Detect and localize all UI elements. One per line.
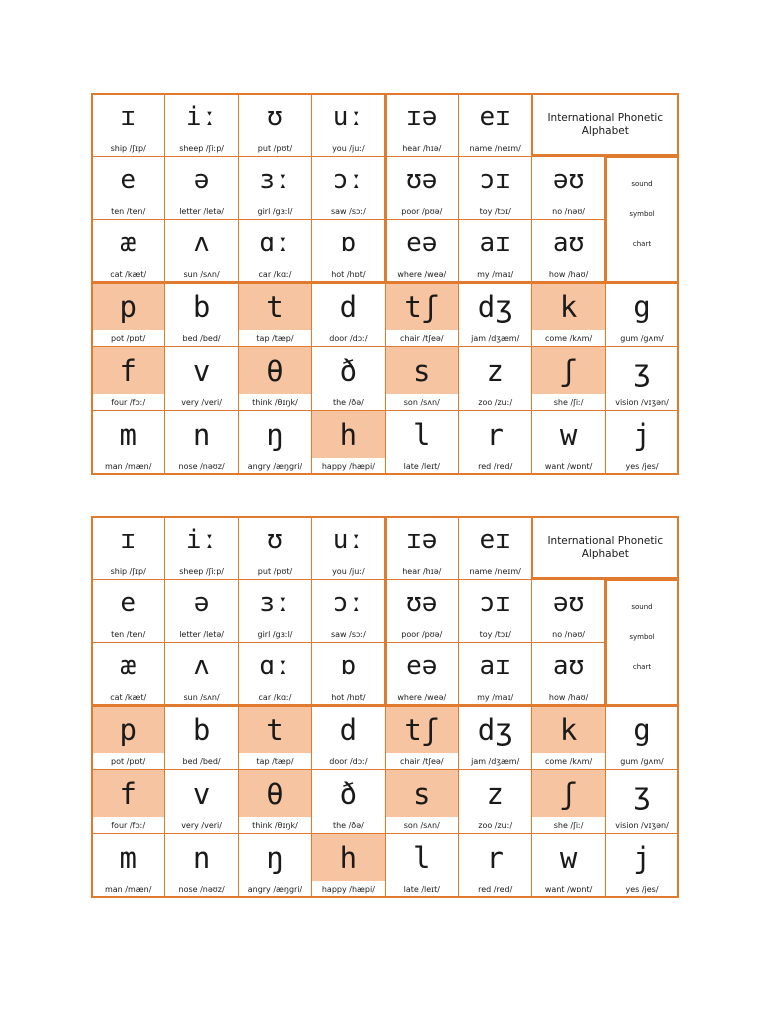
consonant-cell (311, 410, 385, 475)
phoneme-symbol: ɪə (406, 101, 438, 132)
phoneme-symbol: ɔɪ (479, 164, 511, 195)
phoneme-symbol: ɔɪ (479, 587, 511, 618)
consonant-cell (164, 282, 238, 347)
example-word: ten /ten/ (111, 630, 146, 639)
ipa-chart-1 (91, 93, 678, 475)
consonant-cell (164, 769, 238, 834)
phoneme-symbol: s (386, 770, 458, 817)
phoneme-symbol: ʌ (193, 650, 210, 681)
example-word: ship /ʃɪp/ (110, 567, 146, 576)
example-word: girl /gɜːl/ (257, 630, 293, 639)
example-word: gum /gʌm/ (620, 757, 664, 766)
phoneme-symbol: z (486, 353, 504, 388)
phoneme-symbol: eə (406, 227, 438, 258)
vowel-cell (164, 516, 238, 580)
example-word: cat /kæt/ (110, 270, 147, 279)
consonant-cell (91, 833, 165, 898)
consonant-cell (164, 346, 238, 411)
example-word: zoo /zuː/ (478, 821, 513, 830)
consonant-cell (311, 346, 385, 411)
phoneme-symbol: t (239, 706, 311, 753)
legend-item: sound (631, 603, 653, 611)
consonant-cell (458, 282, 532, 347)
example-word: hear /hɪə/ (402, 567, 442, 576)
consonant-cell (385, 346, 459, 411)
consonant-cell (458, 346, 532, 411)
example-word: yes /jes/ (625, 885, 659, 894)
example-word: very /veri/ (181, 398, 222, 407)
phoneme-symbol: ɜː (259, 164, 291, 195)
consonant-cell (238, 833, 312, 898)
example-word: want /wɒnt/ (544, 885, 593, 894)
example-word: son /sʌn/ (403, 821, 440, 830)
example-word: my /maɪ/ (477, 693, 514, 702)
phoneme-symbol: ɑː (259, 227, 291, 258)
vowel-cell (458, 516, 532, 580)
phoneme-symbol: v (192, 353, 211, 388)
phoneme-symbol: ʊə (406, 587, 438, 618)
vowel-cell (91, 579, 165, 643)
phoneme-symbol: d (339, 712, 358, 747)
phoneme-symbol: aɪ (479, 650, 511, 681)
vowel-cell (531, 219, 605, 283)
phoneme-symbol: aʊ (552, 227, 585, 258)
example-word: angry /æŋgri/ (247, 885, 303, 894)
example-word: come /kʌm/ (545, 757, 593, 766)
phoneme-symbol: tʃ (386, 706, 458, 753)
consonant-cell (238, 769, 312, 834)
example-word: sun /sʌn/ (183, 270, 220, 279)
phoneme-symbol: aɪ (479, 227, 511, 258)
vowel-cell (238, 93, 312, 157)
vowel-cell (458, 93, 532, 157)
consonant-cell (164, 833, 238, 898)
consonant-cell (311, 282, 385, 347)
consonant-cell (164, 410, 238, 475)
vowel-cell (311, 642, 385, 706)
phoneme-symbol: r (486, 840, 504, 875)
phoneme-symbol: r (486, 417, 504, 452)
example-word: chair /tʃeə/ (400, 757, 444, 766)
consonant-cell (311, 705, 385, 770)
vowel-cell (531, 156, 605, 220)
vowel-cell (164, 219, 238, 283)
vowel-cell (164, 642, 238, 706)
example-word: sheep /ʃiːp/ (179, 567, 224, 576)
example-word: red /red/ (478, 885, 513, 894)
consonant-cell (605, 705, 679, 770)
vowel-cell (91, 156, 165, 220)
phoneme-symbol: w (559, 840, 578, 875)
phoneme-symbol: f (92, 770, 164, 817)
phoneme-symbol: ɒ (340, 650, 357, 681)
example-word: nose /nəʊz/ (178, 462, 225, 471)
example-word: hear /hɪə/ (402, 144, 442, 153)
example-word: late /leɪt/ (403, 885, 440, 894)
example-word: vision /vɪʒən/ (615, 821, 669, 830)
example-word: zoo /zuː/ (478, 398, 513, 407)
phoneme-symbol: n (192, 840, 211, 875)
phoneme-symbol: v (192, 776, 211, 811)
consonant-cell (605, 346, 679, 411)
example-word: the /ðə/ (332, 821, 364, 830)
phoneme-symbol: ə (193, 164, 210, 195)
example-word: angry /æŋgri/ (247, 462, 303, 471)
vowel-cell (385, 156, 459, 220)
example-word: poor /pʊə/ (401, 630, 443, 639)
example-word: want /wɒnt/ (544, 462, 593, 471)
consonant-cell (238, 282, 312, 347)
example-word: toy /tɔɪ/ (479, 630, 511, 639)
phoneme-symbol: p (92, 706, 164, 753)
consonant-cell (531, 410, 605, 475)
vowel-cell (91, 93, 165, 157)
phoneme-symbol: ʃ (532, 770, 604, 817)
consonant-cell (91, 282, 165, 347)
example-word: vision /vɪʒən/ (615, 398, 669, 407)
example-word: bed /bed/ (182, 757, 221, 766)
phoneme-symbol: ŋ (266, 417, 284, 452)
legend-item: chart (632, 663, 652, 671)
example-word: letter /letə/ (179, 630, 224, 639)
consonant-cell (385, 769, 459, 834)
vowel-cell (238, 219, 312, 283)
example-word: toy /tɔɪ/ (479, 207, 511, 216)
vowel-cell (385, 642, 459, 706)
example-word: she /ʃiː/ (553, 398, 584, 407)
consonant-cell (91, 410, 165, 475)
phoneme-symbol: g (633, 289, 651, 324)
phoneme-symbol: θ (239, 347, 311, 394)
example-word: you /juː/ (332, 567, 365, 576)
phoneme-symbol: h (312, 411, 384, 458)
example-word: think /θɪŋk/ (252, 821, 298, 830)
example-word: put /pʊt/ (257, 567, 293, 576)
phoneme-symbol: e (120, 587, 137, 618)
example-word: bed /bed/ (182, 334, 221, 343)
example-word: saw /sɔː/ (330, 207, 366, 216)
vowel-cell (458, 219, 532, 283)
example-word: no /nəʊ/ (552, 630, 585, 639)
legend-item: symbol (629, 210, 655, 218)
phoneme-symbol: m (119, 417, 137, 452)
vowel-cell (458, 579, 532, 643)
phoneme-symbol: m (119, 840, 137, 875)
example-word: sheep /ʃiːp/ (179, 144, 224, 153)
example-word: jam /dʒæm/ (471, 757, 520, 766)
example-word: name /neɪm/ (469, 144, 521, 153)
example-word: gum /gʌm/ (620, 334, 664, 343)
consonant-cell (458, 705, 532, 770)
vowel-cell (311, 219, 385, 283)
phoneme-symbol: s (386, 347, 458, 394)
consonant-cell (531, 282, 605, 347)
phoneme-symbol: t (239, 283, 311, 330)
consonant-cell (238, 705, 312, 770)
consonant-cell (238, 346, 312, 411)
vowel-cell (91, 219, 165, 283)
phoneme-symbol: ɔː (332, 587, 365, 618)
example-word: door /dɔː/ (329, 334, 368, 343)
example-word: four /fɔː/ (111, 398, 146, 407)
consonant-cell (605, 833, 679, 898)
phoneme-symbol: ʊə (406, 164, 438, 195)
phoneme-symbol: k (532, 706, 604, 753)
example-word: how /haʊ/ (548, 693, 589, 702)
example-word: pot /pɒt/ (111, 757, 146, 766)
example-word: hot /hɒt/ (331, 693, 366, 702)
example-word: chair /tʃeə/ (400, 334, 444, 343)
vowel-cell (164, 156, 238, 220)
phoneme-symbol: tʃ (386, 283, 458, 330)
vowel-cell (238, 579, 312, 643)
vowel-cell (238, 516, 312, 580)
consonant-cell (91, 769, 165, 834)
example-word: come /kʌm/ (545, 334, 593, 343)
phoneme-symbol: ɪə (406, 524, 438, 555)
consonant-cell (531, 769, 605, 834)
phoneme-symbol: æ (120, 650, 137, 681)
vowel-cell (91, 642, 165, 706)
example-word: late /leɪt/ (403, 462, 440, 471)
example-word: tap /tæp/ (256, 334, 294, 343)
example-word: nose /nəʊz/ (178, 885, 225, 894)
example-word: girl /gɜːl/ (257, 207, 293, 216)
phoneme-symbol: l (413, 840, 431, 875)
example-word: jam /dʒæm/ (471, 334, 520, 343)
consonant-cell (164, 705, 238, 770)
example-word: cat /kæt/ (110, 693, 147, 702)
consonant-cell (458, 410, 532, 475)
consonant-cell (385, 282, 459, 347)
phoneme-symbol: uː (332, 101, 365, 132)
example-word: happy /hæpi/ (321, 462, 375, 471)
example-word: where /weə/ (397, 270, 447, 279)
example-word: letter /letə/ (179, 207, 224, 216)
chart-legend (605, 579, 679, 706)
phoneme-symbol: b (192, 712, 211, 747)
consonant-cell (311, 833, 385, 898)
phoneme-symbol: ə (193, 587, 210, 618)
phoneme-symbol: g (633, 712, 651, 747)
consonant-cell (385, 705, 459, 770)
consonant-cell (605, 282, 679, 347)
vowel-cell (91, 516, 165, 580)
example-word: four /fɔː/ (111, 821, 146, 830)
vowel-cell (311, 156, 385, 220)
chart-title: International Phonetic Alphabet (531, 93, 679, 156)
example-word: you /juː/ (332, 144, 365, 153)
phoneme-symbol: j (633, 417, 651, 452)
consonant-cell (458, 769, 532, 834)
example-word: very /veri/ (181, 821, 222, 830)
phoneme-symbol: n (192, 417, 211, 452)
vowel-cell (531, 642, 605, 706)
vowel-cell (311, 516, 385, 580)
example-word: car /kɑː/ (258, 270, 292, 279)
phoneme-symbol: uː (332, 524, 365, 555)
vowel-cell (164, 579, 238, 643)
phoneme-symbol: ɔː (332, 164, 365, 195)
example-word: the /ðə/ (332, 398, 364, 407)
consonant-cell (91, 705, 165, 770)
phoneme-symbol: k (532, 283, 604, 330)
legend-item: symbol (629, 633, 655, 641)
phoneme-symbol: z (486, 776, 504, 811)
phoneme-symbol: f (92, 347, 164, 394)
phoneme-symbol: d (339, 289, 358, 324)
example-word: car /kɑː/ (258, 693, 292, 702)
example-word: hot /hɒt/ (331, 270, 366, 279)
example-word: put /pʊt/ (257, 144, 293, 153)
phoneme-symbol: ʌ (193, 227, 210, 258)
consonant-cell (385, 410, 459, 475)
example-word: saw /sɔː/ (330, 630, 366, 639)
example-word: tap /tæp/ (256, 757, 294, 766)
phoneme-symbol: æ (120, 227, 137, 258)
example-word: pot /pɒt/ (111, 334, 146, 343)
phoneme-symbol: ð (339, 353, 358, 388)
example-word: yes /jes/ (625, 462, 659, 471)
consonant-cell (238, 410, 312, 475)
phoneme-symbol: ʒ (633, 353, 651, 388)
phoneme-symbol: ɑː (259, 650, 291, 681)
example-word: how /haʊ/ (548, 270, 589, 279)
vowel-cell (385, 516, 459, 580)
phoneme-symbol: ɜː (259, 587, 291, 618)
vowel-cell (311, 579, 385, 643)
example-word: ten /ten/ (111, 207, 146, 216)
chart-title: International Phonetic Alphabet (531, 516, 679, 579)
chart-legend (605, 156, 679, 283)
phoneme-symbol: b (192, 289, 211, 324)
consonant-cell (531, 833, 605, 898)
vowel-cell (238, 156, 312, 220)
example-word: son /sʌn/ (403, 398, 440, 407)
phoneme-symbol: j (633, 840, 651, 875)
ipa-chart-2 (91, 516, 678, 898)
consonant-cell (531, 346, 605, 411)
phoneme-symbol: dʒ (477, 289, 513, 324)
example-word: sun /sʌn/ (183, 693, 220, 702)
phoneme-symbol: iː (185, 524, 218, 555)
phoneme-symbol: p (92, 283, 164, 330)
phoneme-symbol: ð (339, 776, 358, 811)
phoneme-symbol: ɪ (120, 524, 137, 555)
example-word: name /neɪm/ (469, 567, 521, 576)
phoneme-symbol: w (559, 417, 578, 452)
consonant-cell (385, 833, 459, 898)
vowel-cell (385, 219, 459, 283)
example-word: no /nəʊ/ (552, 207, 585, 216)
example-word: happy /hæpi/ (321, 885, 375, 894)
example-word: where /weə/ (397, 693, 447, 702)
consonant-cell (458, 833, 532, 898)
example-word: door /dɔː/ (329, 757, 368, 766)
phoneme-symbol: eɪ (479, 524, 511, 555)
example-word: red /red/ (478, 462, 513, 471)
consonant-cell (531, 705, 605, 770)
phoneme-symbol: h (312, 834, 384, 881)
phoneme-symbol: əʊ (552, 164, 585, 195)
consonant-cell (91, 346, 165, 411)
vowel-cell (385, 93, 459, 157)
example-word: she /ʃiː/ (553, 821, 584, 830)
phoneme-symbol: θ (239, 770, 311, 817)
phoneme-symbol: aʊ (552, 650, 585, 681)
phoneme-symbol: eɪ (479, 101, 511, 132)
phoneme-symbol: dʒ (477, 712, 513, 747)
phoneme-symbol: l (413, 417, 431, 452)
phoneme-symbol: ɒ (340, 227, 357, 258)
phoneme-symbol: ɪ (120, 101, 137, 132)
example-word: think /θɪŋk/ (252, 398, 298, 407)
vowel-cell (531, 579, 605, 643)
phoneme-symbol: ʊ (267, 101, 283, 132)
vowel-cell (311, 93, 385, 157)
consonant-cell (311, 769, 385, 834)
phoneme-symbol: eə (406, 650, 438, 681)
phoneme-symbol: ŋ (266, 840, 284, 875)
legend-item: chart (632, 240, 652, 248)
vowel-cell (385, 579, 459, 643)
legend-item: sound (631, 180, 653, 188)
example-word: man /mæn/ (104, 885, 152, 894)
vowel-cell (238, 642, 312, 706)
vowel-cell (458, 642, 532, 706)
phoneme-symbol: iː (185, 101, 218, 132)
example-word: man /mæn/ (104, 462, 152, 471)
example-word: poor /pʊə/ (401, 207, 443, 216)
consonant-cell (605, 410, 679, 475)
phoneme-symbol: ʃ (532, 347, 604, 394)
phoneme-symbol: əʊ (552, 587, 585, 618)
vowel-cell (458, 156, 532, 220)
phoneme-symbol: e (120, 164, 137, 195)
phoneme-symbol: ʊ (267, 524, 283, 555)
vowel-cell (164, 93, 238, 157)
example-word: my /maɪ/ (477, 270, 514, 279)
consonant-cell (605, 769, 679, 834)
example-word: ship /ʃɪp/ (110, 144, 146, 153)
phoneme-symbol: ʒ (633, 776, 651, 811)
